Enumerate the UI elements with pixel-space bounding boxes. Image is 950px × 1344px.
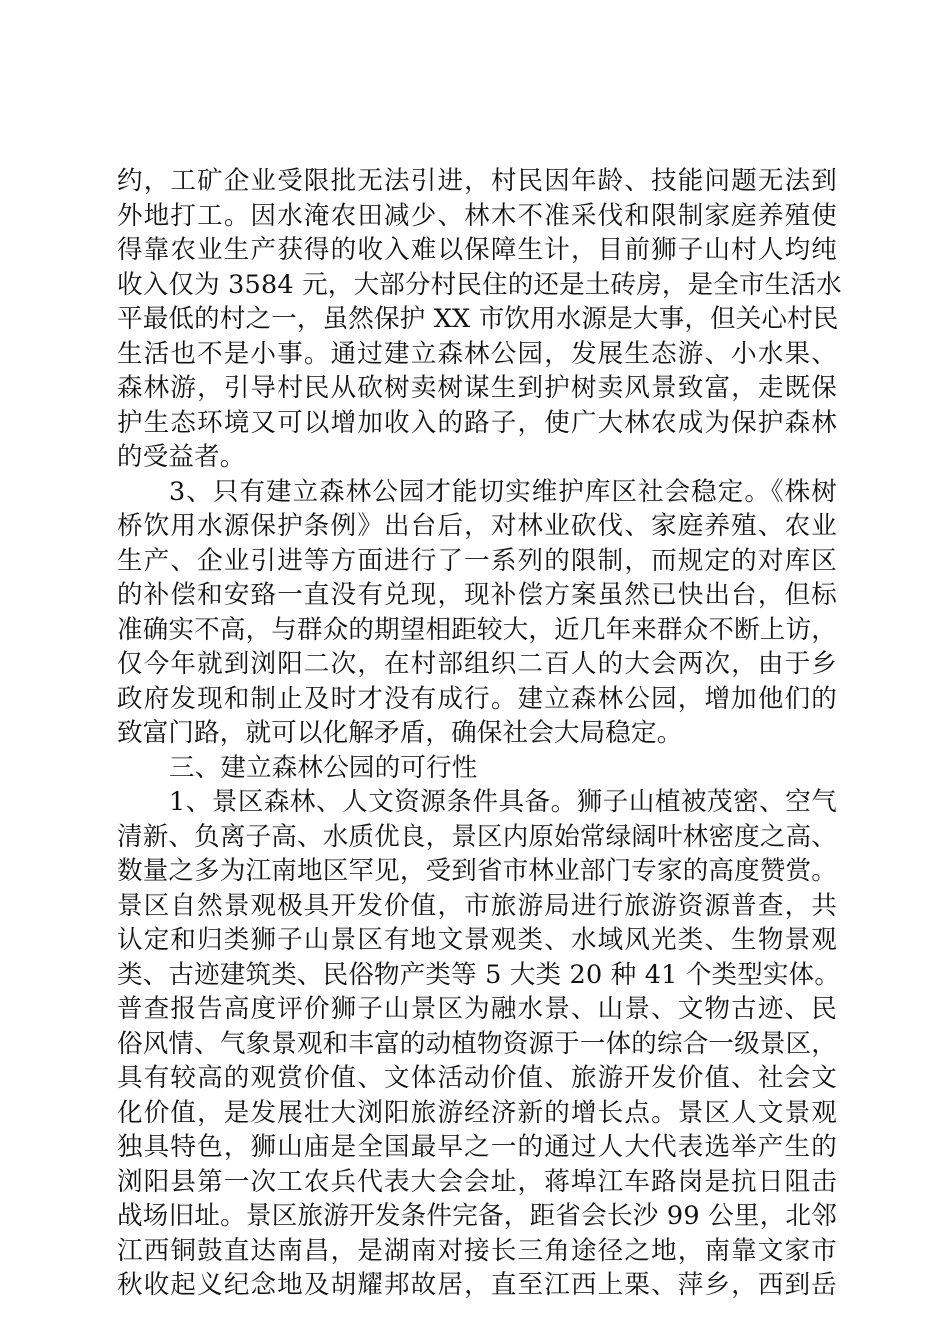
text-line: 浏阳县第一次工农兵代表大会会址，蒋埠江车路岗是抗日阻击 <box>117 1166 837 1197</box>
text-line: 致富门路，就可以化解矛盾，确保社会大局稳定。 <box>117 718 683 748</box>
text-line: 得靠农业生产获得的收入难以保障生计，目前狮子山村人均纯 <box>117 235 837 265</box>
text-line: 的受益者。 <box>117 442 246 472</box>
text-line: 准确实不高，与群众的期望相距较大，近几年来群众不断上访， <box>117 614 837 645</box>
text-line: 生产、企业引进等方面进行了一系列的限制，而规定的对库区 <box>117 545 837 576</box>
text-line: 独具特色，狮山庙是全国最早之一的通过人大代表选举产生的 <box>117 1132 837 1162</box>
text-line: 普查报告高度评价狮子山景区为融水景、山景、文物古迹、民 <box>117 994 837 1024</box>
text-line: 秋收起义纪念地及胡耀邦故居，直至江西上栗、萍乡，西到岳 <box>117 1270 837 1300</box>
text-line: 三、建立森林公园的可行性 <box>169 752 478 783</box>
text-line: 仅今年就到浏阳二次，在村部组织二百人的大会两次，由于乡 <box>117 649 837 679</box>
text-line: 类、古迹建筑类、民俗物产类等 5 大类 20 种 41 个类型实体。 <box>117 959 841 990</box>
text-line: 江西铜鼓直达南昌，是湖南对接长三角途径之地，南靠文家市 <box>117 1235 837 1266</box>
text-line: 的补偿和安臵一直没有兑现，现补偿方案虽然已快出台，但标 <box>117 580 837 610</box>
text-line: 3、只有建立森林公园才能切实维护库区社会稳定。《株树 <box>169 476 837 507</box>
text-line: 化价值，是发展壮大浏阳旅游经济新的增长点。景区人文景观 <box>117 1097 837 1128</box>
text-line: 清新、负离子高、水质优良，景区内原始常绿阔叶林密度之高、 <box>117 821 837 852</box>
text-line: 桥饮用水源保护条例》出台后，对林业砍伐、家庭养殖、农业 <box>117 511 837 541</box>
text-line: 认定和归类狮子山景区有地文景观类、水域风光类、生物景观 <box>117 925 837 955</box>
document-body <box>117 164 842 1303</box>
text-line: 景区自然景观极具开发价值，市旅游局进行旅游资源普查，共 <box>117 890 837 921</box>
text-line: 战场旧址。景区旅游开发条件完备，距省会长沙 99 公里，北邻 <box>117 1201 837 1231</box>
text-line: 森林游，引导村民从砍树卖树谋生到护树卖风景致富，走既保 <box>117 373 837 403</box>
text-line: 护生态环境又可以增加收入的路子，使广大林农成为保护森林 <box>117 407 837 438</box>
text-line: 平最低的村之一，虽然保护 XX 市饮用水源是大事，但关心村民 <box>117 304 839 334</box>
text-line: 数量之多为江南地区罕见，受到省市林业部门专家的高度赞赏。 <box>117 856 837 886</box>
text-line: 1、景区森林、人文资源条件具备。狮子山植被茂密、空气 <box>169 787 837 817</box>
text-line: 俗风情、气象景观和丰富的动植物资源于一体的综合一级景区， <box>117 1028 837 1059</box>
text-line: 收入仅为 3584 元，大部分村民住的还是土砖房，是全市生活水 <box>117 269 842 300</box>
text-line: 约，工矿企业受限批无法引进，村民因年龄、技能问题无法到 <box>117 166 837 196</box>
text-line: 生活也不是小事。通过建立森林公园，发展生态游、小水果、 <box>117 338 837 369</box>
text-line: 外地打工。因水淹农田减少、林木不准采伐和限制家庭养殖使 <box>117 200 837 231</box>
text-line: 具有较高的观赏价值、文体活动价值、旅游开发价值、社会文 <box>117 1063 837 1093</box>
text-line: 政府发现和制止及时才没有成行。建立森林公园，增加他们的 <box>117 683 837 714</box>
